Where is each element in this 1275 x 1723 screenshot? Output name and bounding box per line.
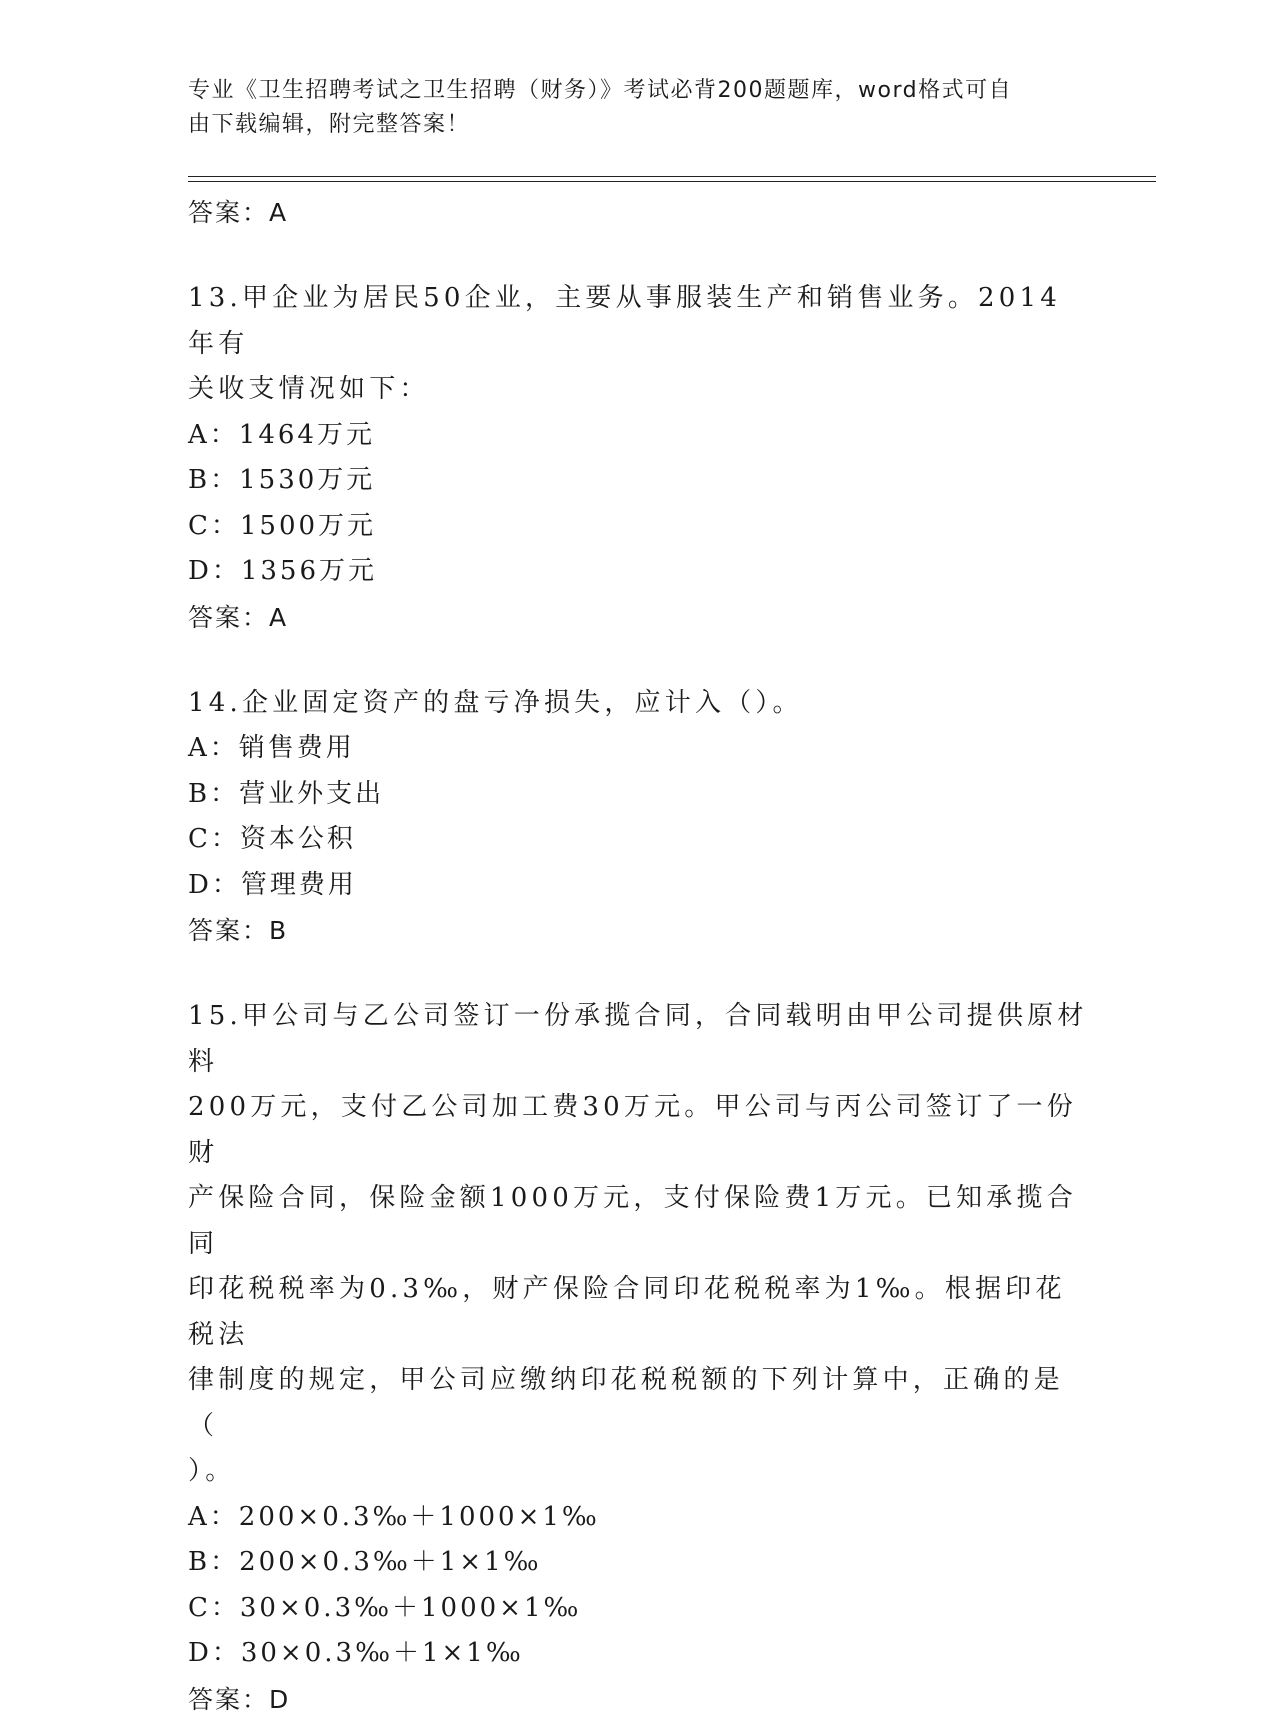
option-b: B：200×0.3‰＋1×1‰ [188, 1547, 542, 1577]
option-a: A：1464万元 [188, 419, 375, 450]
question-stem-line: ）。 [188, 1456, 236, 1486]
question-stem-line: 200万元，支付乙公司加工费30万元。甲公司与丙公司签订了一份财 [188, 1092, 1077, 1168]
question-answer: 答案：D [188, 1684, 291, 1714]
document-body [188, 190, 1088, 1723]
question-answer: 答案：A [188, 602, 289, 632]
question-answer: 答案：B [188, 916, 289, 945]
option-d: D：1356万元 [188, 556, 378, 586]
header-divider-top [188, 176, 1156, 177]
header-line-1: 专业《卫生招聘考试之卫生招聘（财务）》考试必背200题题库，word格式可自 [188, 78, 1013, 103]
option-c: C：30×0.3‰＋1000×1‰ [188, 1592, 582, 1623]
header-divider-bottom [188, 181, 1156, 182]
header-line-2: 由下载编辑，附完整答案！ [188, 112, 471, 137]
question-15 [188, 994, 1088, 1723]
question-stem-line: 13.甲企业为居民50企业，主要从事服装生产和销售业务。2014年有 [188, 283, 1062, 359]
question-stem-line: 律制度的规定，甲公司应缴纳印花税税额的下列计算中，正确的是（ [188, 1365, 1064, 1441]
question-13 [188, 276, 1088, 641]
option-d: D：30×0.3‰＋1×1‰ [188, 1638, 524, 1668]
document-header [188, 74, 1068, 142]
option-a: A：销售费用 [188, 733, 355, 763]
question-14 [188, 681, 1088, 955]
question-stem-line: 关收支情况如下： [188, 374, 430, 404]
question-stem-line: 印花税税率为0.3‰，财产保险合同印花税税率为1‰。根据印花税法 [188, 1274, 1066, 1350]
previous-question-answer: 答案：A [188, 198, 289, 227]
question-stem-line: 产保险合同，保险金额1000万元，支付保险费1万元。已知承揽合同 [188, 1183, 1077, 1259]
option-b: B：营业外支出 [188, 778, 385, 809]
option-b: B：1530万元 [188, 465, 376, 495]
option-a: A：200×0.3‰＋1000×1‰ [188, 1501, 600, 1532]
option-c: C：资本公积 [188, 824, 356, 854]
question-stem-line: 14.企业固定资产的盘亏净损失，应计入（）。 [188, 687, 803, 718]
option-c: C：1500万元 [188, 510, 377, 541]
question-stem-line: 15.甲公司与乙公司签订一份承揽合同，合同载明由甲公司提供原材料 [188, 1001, 1088, 1077]
option-d: D：管理费用 [188, 869, 357, 900]
